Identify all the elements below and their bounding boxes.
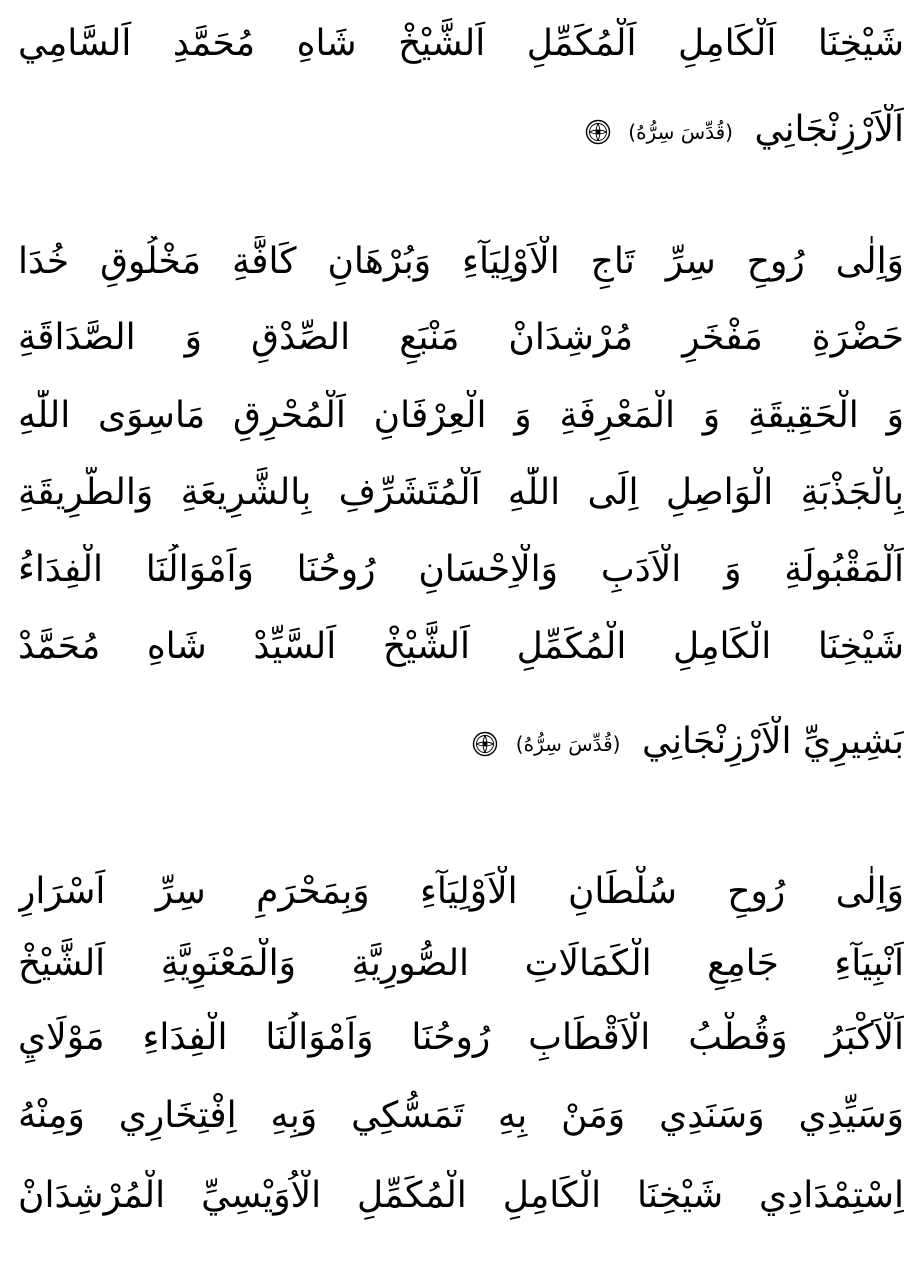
paragraph-3-line-1: وَاِلٰى رُوحِ سُلْطَانِ الْاَوْلِيَآءِ وَبِمَحْرَمِ سِرِّ اَسْرَارِ [18,871,904,912]
paragraph-1-line-2-text: اَلْاَرْزِنْجَانِي [754,109,904,150]
paragraph-2-line-2: حَضْرَةِ مَفْخَرِ مُرْشِدَانْ مَنْبَعِ الصِّدْقِ وَ الصَّدَاقَةِ [18,317,904,358]
paragraph-1-line-2 [18,104,904,160]
paragraph-3-line-4: وَسَيِّدِي وَسَنَدِي وَمَنْ بِهِ تَمَسُّكِي وَبِهِ اِفْتِخَارِي وَمِنْهُ [18,1095,904,1136]
paragraph-2-line-5: اَلْمَقْبُولَةِ وَ الْاَدَبِ وَالْاِحْسَانِ رُوحُنَا وَاَمْوَالُنَا الْفِدَاءُ [18,549,904,590]
rosette-ornament-icon [472,731,498,757]
paragraph-3-line-2: اَنْبِيَآءِ جَامِعِ الْكَمَالَاتِ الصُّورِيَّةِ وَالْمَعْنَوِيَّةِ اَلشَّيْخْ [18,943,904,984]
paragraph-2-line-7 [18,716,904,772]
honorific-group-1 [585,105,733,158]
paragraph-2-line-4: بِالْجَذْبَةِ الْوَاصِلِ اِلَى اللّٰهِ اَلْمُتَشَرِّفِ بِالشَّرِيعَةِ وَالطَّرِيقَةِ [18,472,904,513]
paragraph-3-line-3: اَلْاَكْبَرُ وَقُطْبُ الْاَقْطَابِ رُوحُنَا وَاَمْوَالُنَا الْفِدَاءِ مَوْلَايِ [18,1017,904,1058]
paragraph-2-line-1: وَاِلٰى رُوحِ سِرِّ تَاجِ الْاَوْلِيَآءِ وَبُرْهَانِ كَافَّةِ مَخْلُوقِ خُدَا [18,241,904,282]
paragraph-1-line-1: شَيْخِنَا اَلْكَامِلِ اَلْمُكَمِّلِ اَلشَّيْخْ شَاهِ مُحَمَّدِ اَلسَّامِي [18,23,904,64]
honorific-text-1: (قُدِّسَ سِرُّهُ) [628,119,733,144]
paragraph-2-line-3: وَ الْحَقِيقَةِ وَ الْمَعْرِفَةِ وَ الْعِرْفَانِ اَلْمُحْرِقِ مَاسِوَى اللّٰهِ [18,395,904,436]
paragraph-3-line-5: اِسْتِمْدَادِي شَيْخِنَا الْكَامِلِ الْمُكَمِّلِ الْاُوَيْسِيِّ الْمُرْشِدَانْ [18,1175,904,1216]
honorific-group-2 [472,717,620,770]
paragraph-2-line-7-text: بَشِيرِيِّ الْاَرْزِنْجَانِي [641,721,904,762]
honorific-text-2: (قُدِّسَ سِرُّهُ) [515,731,621,756]
paragraph-2-line-6: شَيْخِنَا الْكَامِلِ الْمُكَمِّلِ اَلشَّيْخْ اَلسَّيِّدْ شَاهِ مُحَمَّدْ [18,626,904,667]
rosette-ornament-icon [585,119,611,145]
